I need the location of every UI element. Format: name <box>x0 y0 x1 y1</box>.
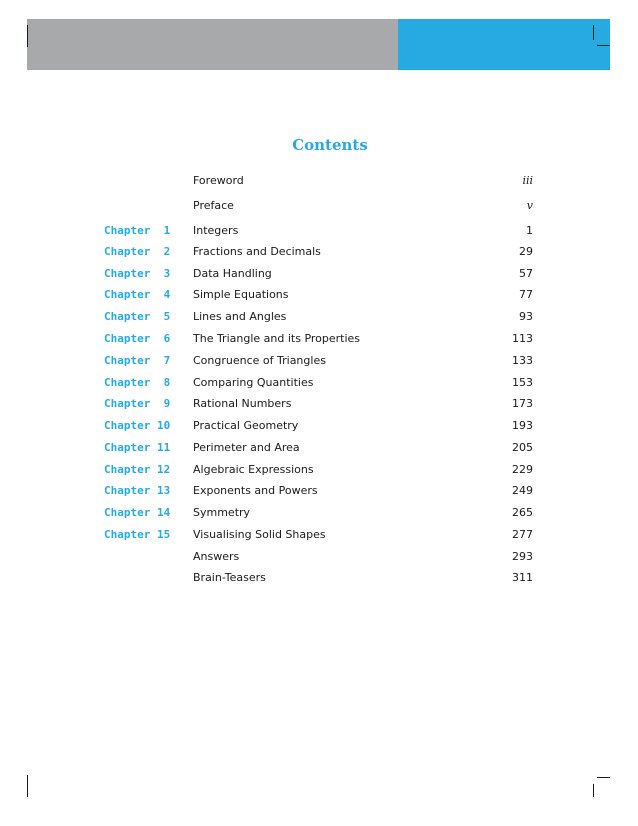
page-number: 229 <box>512 463 533 476</box>
page-number: iii <box>522 174 533 187</box>
toc-row <box>0 174 638 192</box>
toc-entry-title: Preface <box>193 199 234 212</box>
toc-entry-title: Perimeter and Area <box>193 441 300 454</box>
page-number: 133 <box>512 354 533 367</box>
toc-entry-title: Integers <box>193 224 239 237</box>
page-number: 173 <box>512 397 533 410</box>
page-title: Contents <box>292 136 368 154</box>
toc-entry-title: Answers <box>193 550 240 563</box>
chapter-number: Chapter 3 <box>104 267 171 280</box>
toc-row <box>0 245 638 263</box>
page-number: 265 <box>512 506 533 519</box>
toc-entry-title: Symmetry <box>193 506 251 519</box>
crop-mark-top-right-horizontal <box>597 45 610 46</box>
toc-entry-title: Algebraic Expressions <box>193 463 314 476</box>
page-number: 153 <box>512 376 533 389</box>
toc-row <box>0 463 638 481</box>
toc-entry-title: Lines and Angles <box>193 310 287 323</box>
chapter-number: Chapter 12 <box>104 463 171 476</box>
toc-row <box>0 506 638 524</box>
chapter-number: Chapter 1 <box>104 224 171 237</box>
chapter-number: Chapter 6 <box>104 332 171 345</box>
page-number: 293 <box>512 550 533 563</box>
toc-row <box>0 419 638 437</box>
chapter-number: Chapter 15 <box>104 528 171 541</box>
toc-entry-title: Simple Equations <box>193 288 289 301</box>
crop-mark-top-left <box>27 25 28 47</box>
chapter-number: Chapter 8 <box>104 376 171 389</box>
crop-mark-bottom-right-horizontal <box>597 777 610 778</box>
page-number: 205 <box>512 441 533 454</box>
toc-entry-title: Data Handling <box>193 267 272 280</box>
toc-row <box>0 484 638 502</box>
chapter-number: Chapter 7 <box>104 354 171 367</box>
crop-mark-bottom-right-vertical <box>593 784 594 797</box>
toc-row <box>0 528 638 546</box>
crop-mark-top-right-vertical <box>593 25 594 40</box>
toc-entry-title: Rational Numbers <box>193 397 292 410</box>
page-number: 57 <box>519 267 533 280</box>
chapter-number: Chapter 13 <box>104 484 171 497</box>
toc-entry-title: Foreword <box>193 174 244 187</box>
toc-entry-title: Visualising Solid Shapes <box>193 528 326 541</box>
toc-entry-title: Fractions and Decimals <box>193 245 321 258</box>
toc-entry-title: Comparing Quantities <box>193 376 314 389</box>
toc-entry-title: Exponents and Powers <box>193 484 318 497</box>
page-number: 249 <box>512 484 533 497</box>
page-number: 193 <box>512 419 533 432</box>
toc-row <box>0 199 638 217</box>
page-number: 1 <box>526 224 533 237</box>
toc-row <box>0 441 638 459</box>
toc-entry-title: The Triangle and its Properties <box>193 332 361 345</box>
toc-row <box>0 224 638 242</box>
toc-row <box>0 310 638 328</box>
chapter-number: Chapter 2 <box>104 245 171 258</box>
toc-row <box>0 267 638 285</box>
page-number: 311 <box>512 571 533 584</box>
page-number: 93 <box>519 310 533 323</box>
toc-row <box>0 397 638 415</box>
toc-row <box>0 571 638 589</box>
chapter-number: Chapter 4 <box>104 288 171 301</box>
chapter-number: Chapter 10 <box>104 419 171 432</box>
chapter-number: Chapter 9 <box>104 397 171 410</box>
chapter-number: Chapter 14 <box>104 506 171 519</box>
page-number: 277 <box>512 528 533 541</box>
toc-entry-title: Practical Geometry <box>193 419 299 432</box>
toc-row <box>0 332 638 350</box>
toc-row <box>0 288 638 306</box>
page-number: 113 <box>512 332 533 345</box>
header-band-gray <box>27 19 398 70</box>
chapter-number: Chapter 11 <box>104 441 171 454</box>
header-band-blue <box>398 19 610 70</box>
toc-row <box>0 354 638 372</box>
toc-entry-title: Brain-Teasers <box>193 571 266 584</box>
toc-row <box>0 550 638 568</box>
toc-entry-title: Congruence of Triangles <box>193 354 326 367</box>
page-number: v <box>526 199 533 212</box>
chapter-number: Chapter 5 <box>104 310 171 323</box>
page-number: 77 <box>519 288 533 301</box>
crop-mark-bottom-left <box>27 775 28 797</box>
toc-row <box>0 376 638 394</box>
page-number: 29 <box>519 245 533 258</box>
